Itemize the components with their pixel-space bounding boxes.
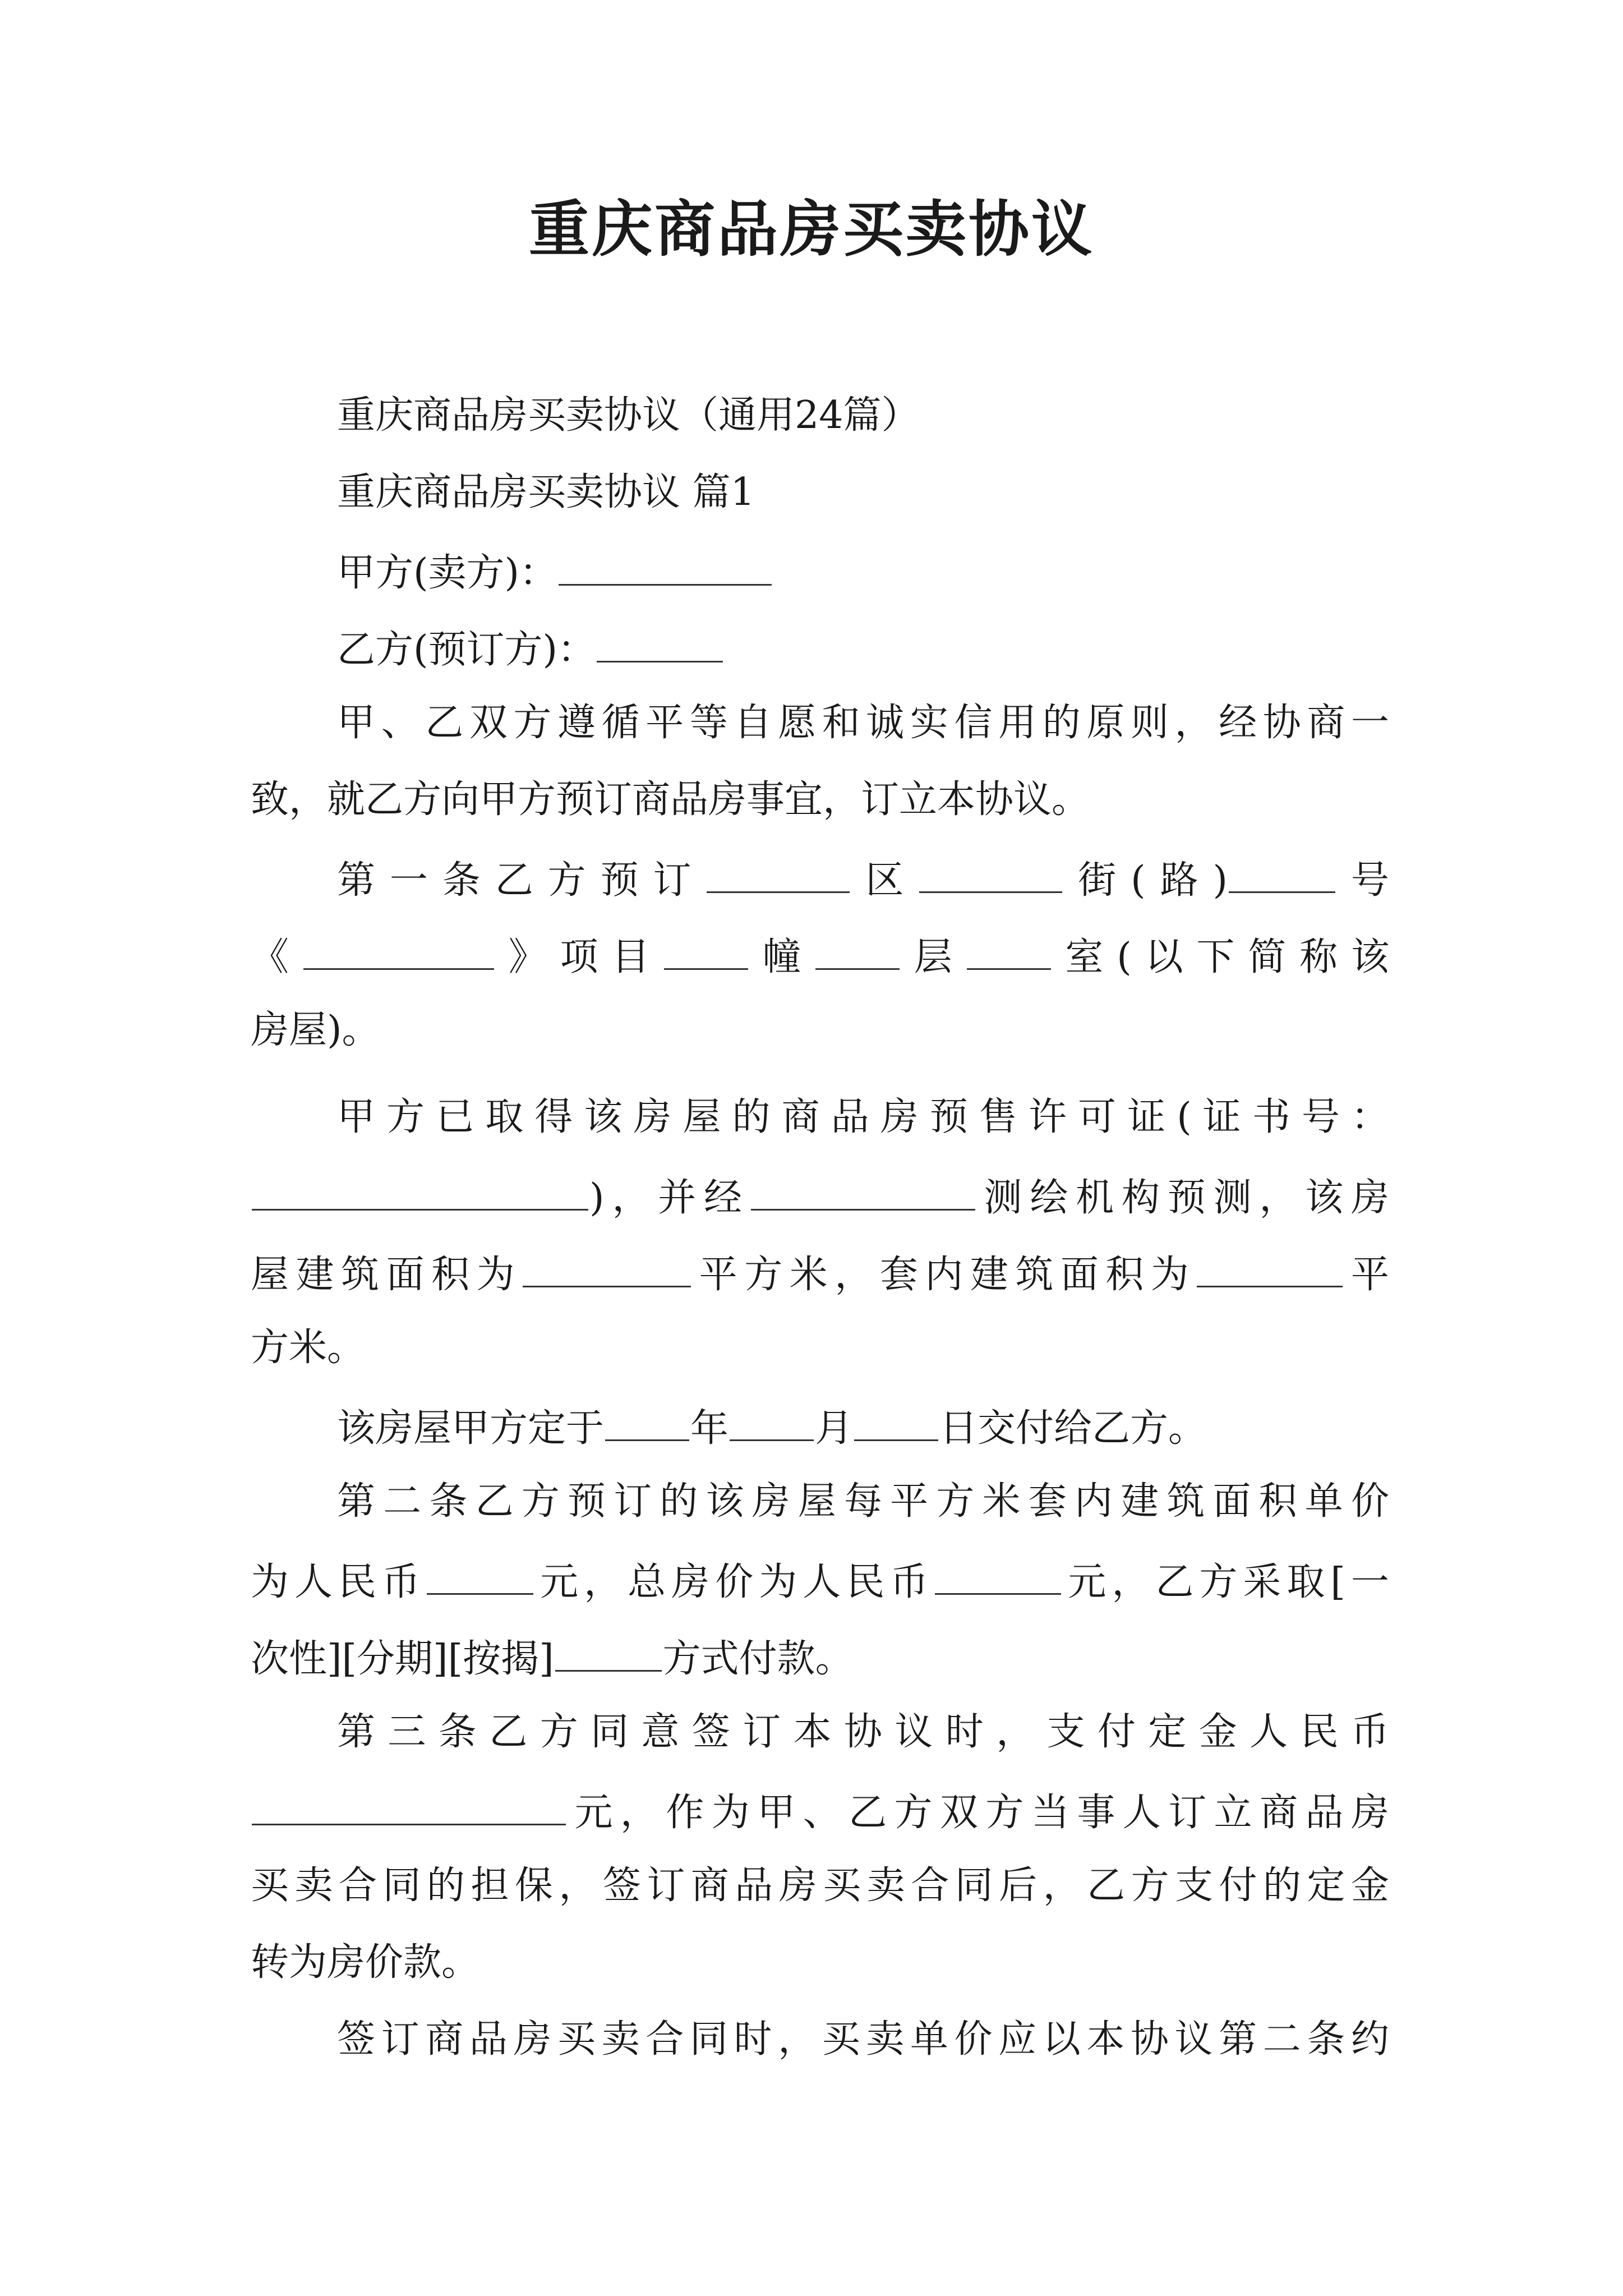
article-text: 为人民币 bbox=[251, 1560, 426, 1604]
party-b-line bbox=[337, 627, 1389, 672]
survey-agency-blank bbox=[751, 1175, 975, 1211]
section-heading: 重庆商品房买卖协议 篇1 bbox=[337, 470, 755, 514]
total-price-blank bbox=[935, 1559, 1061, 1595]
permit-text: 甲方已取得该房屋的商品房预售许可证(证书号： bbox=[337, 1095, 1389, 1139]
article-text: 》项目 bbox=[495, 935, 663, 979]
paragraph-line bbox=[251, 777, 1389, 822]
payment-method-blank bbox=[555, 1636, 662, 1672]
article-2-line bbox=[337, 1479, 1389, 1524]
article-text: 第二条乙方预订的该房屋每平方米套内建筑面积单价 bbox=[337, 1479, 1389, 1524]
number-blank bbox=[1229, 858, 1335, 893]
room-blank bbox=[967, 935, 1051, 970]
article-text: 号 bbox=[1336, 858, 1389, 903]
article-text: 第一条乙方预订 bbox=[337, 858, 706, 903]
article-3-line bbox=[251, 1790, 1389, 1835]
article-2-line bbox=[251, 1559, 1389, 1602]
area-line bbox=[251, 1326, 1389, 1370]
article-1-line bbox=[251, 1008, 1389, 1052]
area-text: 平方米，套内建筑面积为 bbox=[692, 1253, 1196, 1297]
article-text: 买卖合同的担保，签订商品房买卖合同后，乙方支付的定金 bbox=[251, 1864, 1389, 1908]
floor-blank bbox=[815, 935, 900, 970]
article-text: 室(以下简称该 bbox=[1052, 935, 1389, 979]
project-blank bbox=[303, 935, 494, 970]
paragraph-text: 甲、乙双方遵循平等自愿和诚实信用的原则，经协商一 bbox=[337, 701, 1389, 745]
article-text: 《 bbox=[251, 935, 302, 979]
party-a-label: 甲方(卖方)： bbox=[337, 551, 558, 595]
party-a-blank bbox=[559, 550, 772, 586]
certificate-number-blank bbox=[252, 1175, 588, 1211]
article-text: 幢 bbox=[749, 935, 814, 979]
party-a-line bbox=[337, 550, 1389, 595]
party-b-blank bbox=[597, 627, 723, 662]
permit-text: )，并经 bbox=[589, 1176, 750, 1220]
document-title: 重庆商品房买卖协议 bbox=[528, 194, 1094, 265]
area-text: 方米。 bbox=[251, 1326, 366, 1370]
deposit-blank bbox=[252, 1790, 566, 1825]
area-line bbox=[251, 1252, 1389, 1297]
building-blank bbox=[664, 935, 748, 970]
month-blank bbox=[730, 1406, 814, 1441]
district-blank bbox=[707, 858, 850, 893]
permit-text: 测绘机构预测，该房 bbox=[976, 1176, 1389, 1220]
contract-line bbox=[337, 2017, 1389, 2062]
article-2-line bbox=[251, 1636, 1389, 1681]
article-text: 第三条乙方同意签订本协议时，支付定金人民币 bbox=[337, 1710, 1389, 1754]
article-text: 元，乙方采取[一 bbox=[1062, 1560, 1389, 1604]
subtitle-line bbox=[337, 393, 1389, 438]
delivery-text: 年 bbox=[690, 1406, 729, 1451]
delivery-text: 日交付给乙方。 bbox=[939, 1406, 1207, 1451]
article-3-line bbox=[251, 1864, 1389, 1908]
article-3-line bbox=[251, 1940, 1389, 1985]
article-text: 房屋)。 bbox=[251, 1008, 380, 1052]
area-text: 屋建筑面积为 bbox=[251, 1253, 522, 1297]
area-text: 平 bbox=[1344, 1253, 1389, 1297]
article-text: 方式付款。 bbox=[662, 1637, 854, 1681]
subtitle: 重庆商品房买卖协议（通用24篇） bbox=[337, 393, 920, 438]
delivery-text: 该房屋甲方定于 bbox=[337, 1406, 605, 1451]
article-text: 元，作为甲、乙方双方当事人订立商品房 bbox=[567, 1791, 1389, 1835]
permit-line bbox=[251, 1175, 1389, 1220]
article-3-line bbox=[337, 1710, 1389, 1754]
section-heading-line bbox=[337, 470, 1389, 514]
year-blank bbox=[605, 1406, 689, 1441]
street-blank bbox=[919, 858, 1062, 893]
paragraph-line bbox=[337, 701, 1389, 745]
article-text: 次性][分期][按揭] bbox=[251, 1637, 554, 1681]
article-text: 区 bbox=[851, 858, 919, 903]
paragraph-text: 致，就乙方向甲方预订商品房事宜，订立本协议。 bbox=[251, 777, 1090, 822]
inner-area-blank bbox=[1197, 1252, 1343, 1287]
article-text: 元，总房价为人民币 bbox=[534, 1560, 934, 1604]
article-1-line bbox=[251, 935, 1389, 977]
article-text: 签订商品房买卖合同时，买卖单价应以本协议第二条约 bbox=[337, 2017, 1389, 2062]
delivery-text: 月 bbox=[815, 1406, 854, 1451]
article-1-line bbox=[337, 858, 1389, 903]
day-blank bbox=[854, 1406, 938, 1441]
permit-line bbox=[337, 1095, 1389, 1139]
party-b-label: 乙方(预订方)： bbox=[337, 628, 596, 672]
article-text: 转为房价款。 bbox=[251, 1940, 480, 1985]
article-text: 街(路) bbox=[1063, 858, 1228, 903]
building-area-blank bbox=[523, 1252, 691, 1287]
unit-price-blank bbox=[427, 1559, 533, 1595]
delivery-line bbox=[337, 1406, 1389, 1451]
article-text: 层 bbox=[900, 935, 966, 979]
